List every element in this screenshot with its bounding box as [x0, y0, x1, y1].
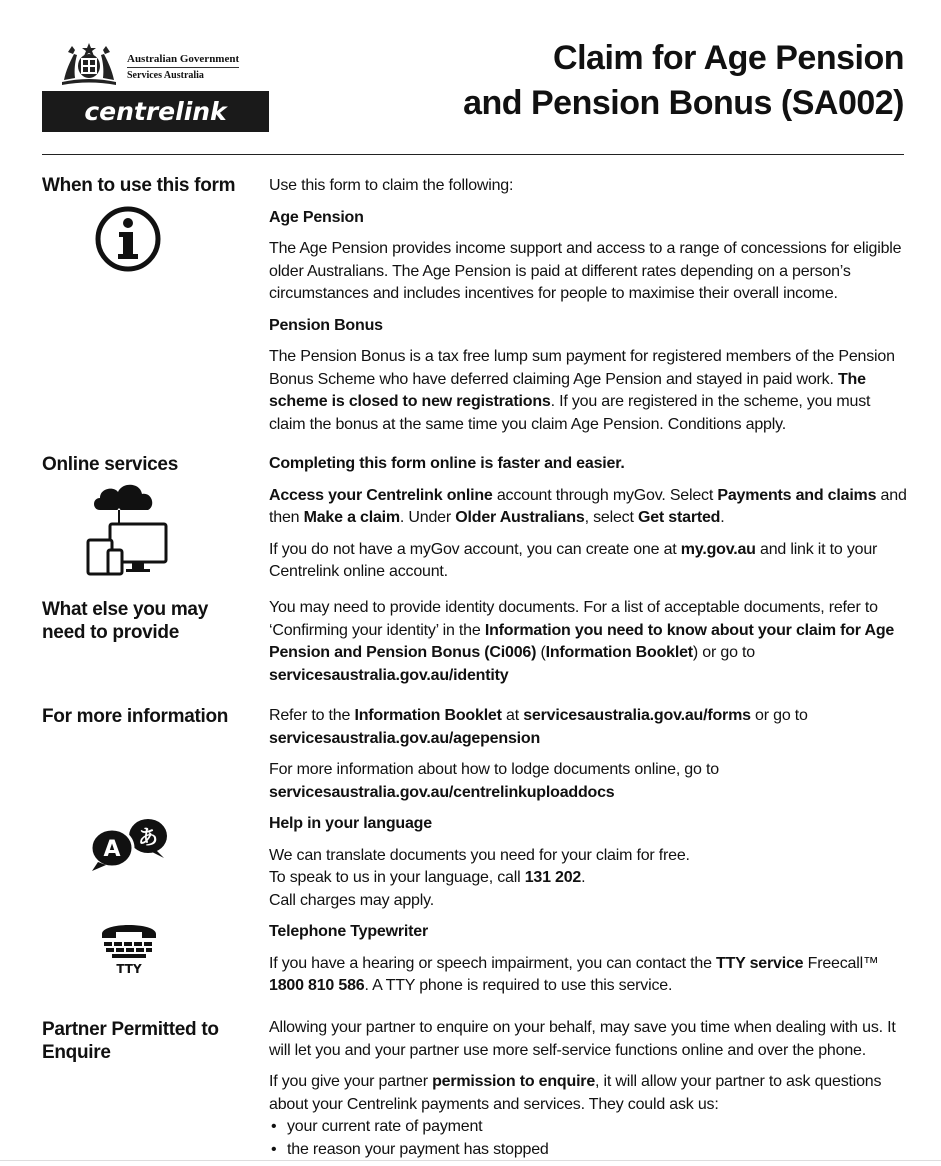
page-edge — [0, 1160, 941, 1161]
tty-text: If you have a hearing or speech impairment, you can contact the TTY service Freecall™ 1800 810 586. A TTY phone is required to use this service. — [269, 954, 879, 994]
age-pension-text: The Age Pension provides income support and access to a range of concessions for eligible older Australians. The Age Pension is paid at different rates depending on a person’s circumstances and includes incentives for people to maximise their overall income. — [269, 240, 902, 302]
translate-icon-a: A — [103, 837, 121, 862]
section-body-when — [269, 175, 909, 436]
title-line-1: Claim for Age Pension — [553, 39, 904, 77]
upload-docs-link[interactable]: servicesaustralia.gov.au/centrelinkuploaddocs — [269, 783, 615, 801]
identity-link[interactable]: servicesaustralia.gov.au/identity — [269, 666, 509, 684]
coat-of-arms-icon — [56, 40, 122, 86]
when-intro: Use this form to claim the following: — [269, 177, 514, 194]
info-icon — [94, 205, 162, 273]
section-body-online — [269, 453, 909, 584]
list-item: • your current rate of payment — [269, 1116, 909, 1139]
language-heading: Help in your language — [269, 815, 432, 832]
partner-bullet-list — [269, 1116, 909, 1161]
translate-icon-b: あ — [138, 825, 158, 849]
online-devices-icon — [86, 480, 170, 578]
tty-heading: Telephone Typewriter — [269, 923, 428, 940]
title-divider — [42, 154, 904, 155]
more-info-para-2: For more information about how to lodge documents online, go to servicesaustralia.gov.au/centrelinkuploaddocs — [269, 761, 719, 801]
section-heading-more-info: For more information — [42, 706, 229, 727]
list-item: • the reason your payment has stopped — [269, 1139, 909, 1162]
online-para-2: If you do not have a myGov account, you can create one at my.gov.au and link it to your Centrelink online account. — [269, 540, 878, 580]
pension-bonus-text: The Pension Bonus is a tax free lump sum payment for registered members of the Pension Bonus Scheme who have deferred claiming Age Pension and stayed in paid work. The scheme is closed to new registrations. If you are registered in the scheme, you must claim the bonus at the same time you claim Age Pension. Conditions apply. — [269, 348, 895, 433]
online-para-1: Access your Centrelink online account through myGov. Select Payments and claims and then Make a claim. Under Older Australians, select Get started. — [269, 486, 907, 526]
page-title — [463, 36, 904, 126]
tty-icon-label: TTY — [116, 962, 142, 976]
section-heading-what-else: What else you may need to provide — [42, 599, 208, 643]
translate-language-icon — [88, 814, 170, 872]
pension-bonus-heading: Pension Bonus — [269, 316, 383, 334]
language-text: We can translate documents you need for your claim for free. To speak to us in your language, call 131 202. Call charges may apply. — [269, 846, 690, 909]
section-heading-online: Online services — [42, 454, 178, 475]
what-else-text: You may need to provide identity documents. For a list of acceptable documents, refer to ‘Confirming your identity’ in the Information you need to know about your claim for Age Pension and Pension Bonus (Ci006) (Information Booklet) or go to servicesaustralia.gov.au/identity — [269, 599, 895, 684]
agepension-link[interactable]: servicesaustralia.gov.au/agepension — [269, 729, 541, 747]
section-heading-when: When to use this form — [42, 175, 236, 196]
section-body-partner — [269, 1017, 909, 1161]
centrelink-brand-bar: centrelink — [42, 91, 269, 132]
government-wordmark — [127, 52, 239, 83]
mygov-link[interactable]: my.gov.au — [680, 540, 756, 558]
gov-line-2: Services Australia — [127, 70, 204, 81]
more-info-para-1: Refer to the Information Booklet at servicesaustralia.gov.au/forms or go to servicesaustralia.gov.au/agepension — [269, 707, 808, 747]
section-body-what-else — [269, 597, 909, 687]
online-lead: Completing this form online is faster and easier. — [269, 455, 625, 472]
partner-para-2: If you give your partner permission to enquire, it will allow your partner to ask questions about your Centrelink payments and services. They could ask us: — [269, 1073, 882, 1113]
partner-para-1: Allowing your partner to enquire on your behalf, may save you time when dealing with us. It will let you and your partner use more self-service functions online and over the phone. — [269, 1019, 896, 1059]
tty-phone-icon — [98, 920, 160, 978]
age-pension-heading: Age Pension — [269, 208, 364, 226]
title-line-2: and Pension Bonus (SA002) — [463, 84, 904, 122]
gov-line-1: Australian Government — [127, 52, 239, 68]
section-heading-partner: Partner Permitted to Enquire — [42, 1019, 219, 1063]
section-body-more-info — [269, 705, 909, 998]
forms-link[interactable]: servicesaustralia.gov.au/forms — [523, 707, 751, 724]
